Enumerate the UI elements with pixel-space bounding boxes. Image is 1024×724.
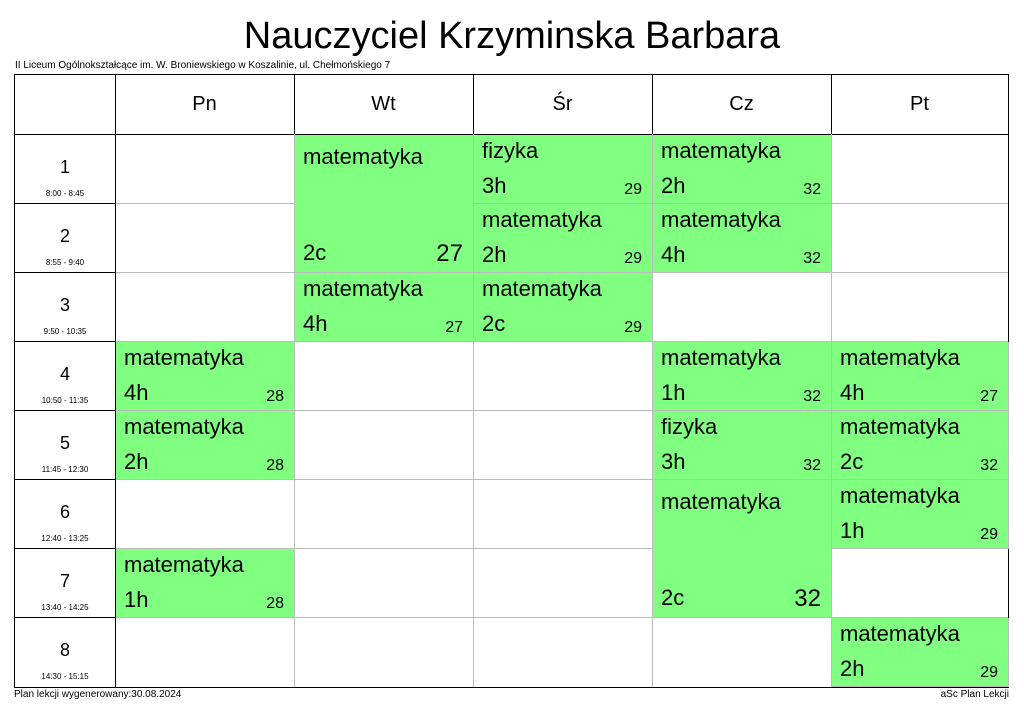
lesson-room: 32 [803,250,821,267]
lesson-room: 29 [624,319,642,336]
period-number: 6 [59,502,70,522]
header-column-divider [831,75,832,134]
period-number: 1 [59,157,70,177]
period-label-divider [15,272,115,273]
lesson-class: 4h [661,242,686,267]
period-number: 3 [59,295,70,315]
lesson-subject: matematyka [482,207,602,232]
lesson-subject: matematyka [840,483,960,508]
period-label-divider [15,479,115,480]
day-header: Pt [910,93,929,115]
period-label-divider [15,341,115,342]
period-time: 11:45 - 12:30 [41,465,89,474]
period-time: 12:40 - 13:25 [41,534,89,543]
period-time: 8:55 - 9:40 [45,258,85,267]
lesson-class: 2h [840,656,865,681]
lesson-subject: matematyka [661,138,781,163]
lesson-card[interactable] [295,273,474,342]
period-time: 8:00 - 8:45 [45,189,85,198]
lesson-subject: matematyka [303,276,423,301]
lesson-class: 1h [840,518,865,543]
lesson-class: 2c [303,240,327,265]
lesson-class: 3h [661,449,686,474]
lesson-room: 29 [624,250,642,267]
lesson-room: 27 [436,240,463,267]
period-number: 2 [59,226,70,246]
lesson-room: 32 [794,585,821,612]
lesson-card[interactable] [653,342,832,411]
lesson-card[interactable] [832,480,1009,549]
lesson-class: 3h [482,173,507,198]
lesson-card[interactable] [474,204,653,273]
lesson-subject: matematyka [661,489,781,514]
lesson-card[interactable] [116,549,295,618]
lesson-card[interactable] [474,273,653,342]
school-name: II Liceum Ogólnokształcące im. W. Broniewskiego w Koszalinie, ul. Chełmońskiego 7 [15,60,391,71]
lesson-subject: matematyka [303,144,423,169]
lesson-card[interactable] [653,135,832,204]
period-label-divider [15,203,115,204]
lesson-subject: matematyka [840,621,960,646]
lesson-subject: matematyka [661,207,781,232]
lesson-class: 4h [840,380,865,405]
header-column-divider [294,75,295,134]
period-label-divider [15,617,115,618]
lesson-card[interactable] [295,135,474,273]
lesson-room: 27 [445,319,463,336]
lesson-card[interactable] [832,342,1009,411]
lesson-room: 32 [803,457,821,474]
lesson-class: 4h [124,380,149,405]
period-time: 14:30 - 15:15 [41,672,89,681]
timetable-grid [14,74,1009,688]
lesson-room: 28 [266,388,284,405]
lesson-subject: matematyka [124,552,244,577]
generated-date: Plan lekcji wygenerowany:30.08.2024 [14,689,182,700]
lesson-subject: matematyka [840,345,960,370]
lesson-room: 28 [266,457,284,474]
period-label-divider [15,410,115,411]
period-number: 8 [59,640,70,660]
lesson-class: 2h [661,173,686,198]
header-column-divider [652,75,653,134]
lesson-class: 2h [482,242,507,267]
period-number: 4 [59,364,70,384]
lesson-subject: matematyka [124,414,244,439]
lesson-room: 27 [980,388,998,405]
lesson-class: 1h [661,380,686,405]
lesson-subject: fizyka [482,138,539,163]
lesson-subject: matematyka [482,276,602,301]
lesson-class: 2c [840,449,864,474]
lesson-subject: matematyka [124,345,244,370]
lesson-card[interactable] [653,204,832,273]
lesson-card[interactable] [474,135,653,204]
lesson-class: 2c [661,585,685,610]
lesson-card[interactable] [832,411,1009,480]
period-number: 5 [59,433,70,453]
lesson-subject: matematyka [661,345,781,370]
lesson-class: 2c [482,311,506,336]
lesson-room: 29 [980,664,998,681]
lesson-room: 32 [980,457,998,474]
lesson-room: 29 [980,526,998,543]
lesson-class: 4h [303,311,328,336]
header-column-divider [473,75,474,134]
lesson-subject: matematyka [840,414,960,439]
day-header: Cz [729,93,754,115]
period-time: 9:50 - 10:35 [43,327,87,336]
period-number: 7 [59,571,70,591]
lesson-card[interactable] [116,342,295,411]
lesson-card[interactable] [653,480,832,618]
period-time: 13:40 - 14:25 [41,603,89,612]
lesson-class: 1h [124,587,149,612]
lesson-class: 2h [124,449,149,474]
app-brand: aSc Plan Lekcji [940,689,1009,700]
day-header: Śr [552,93,573,115]
lesson-card[interactable] [653,411,832,480]
period-label-divider [15,548,115,549]
lesson-subject: fizyka [661,414,718,439]
day-header: Wt [371,93,396,115]
page-title: Nauczyciel Krzyminska Barbara [243,15,781,57]
lesson-room: 32 [803,388,821,405]
period-time: 10:50 - 11:35 [41,396,89,405]
lesson-room: 32 [803,181,821,198]
lesson-card[interactable] [832,618,1009,687]
lesson-room: 28 [266,595,284,612]
day-header: Pn [192,93,217,115]
lesson-room: 29 [624,181,642,198]
lesson-card[interactable] [116,411,295,480]
